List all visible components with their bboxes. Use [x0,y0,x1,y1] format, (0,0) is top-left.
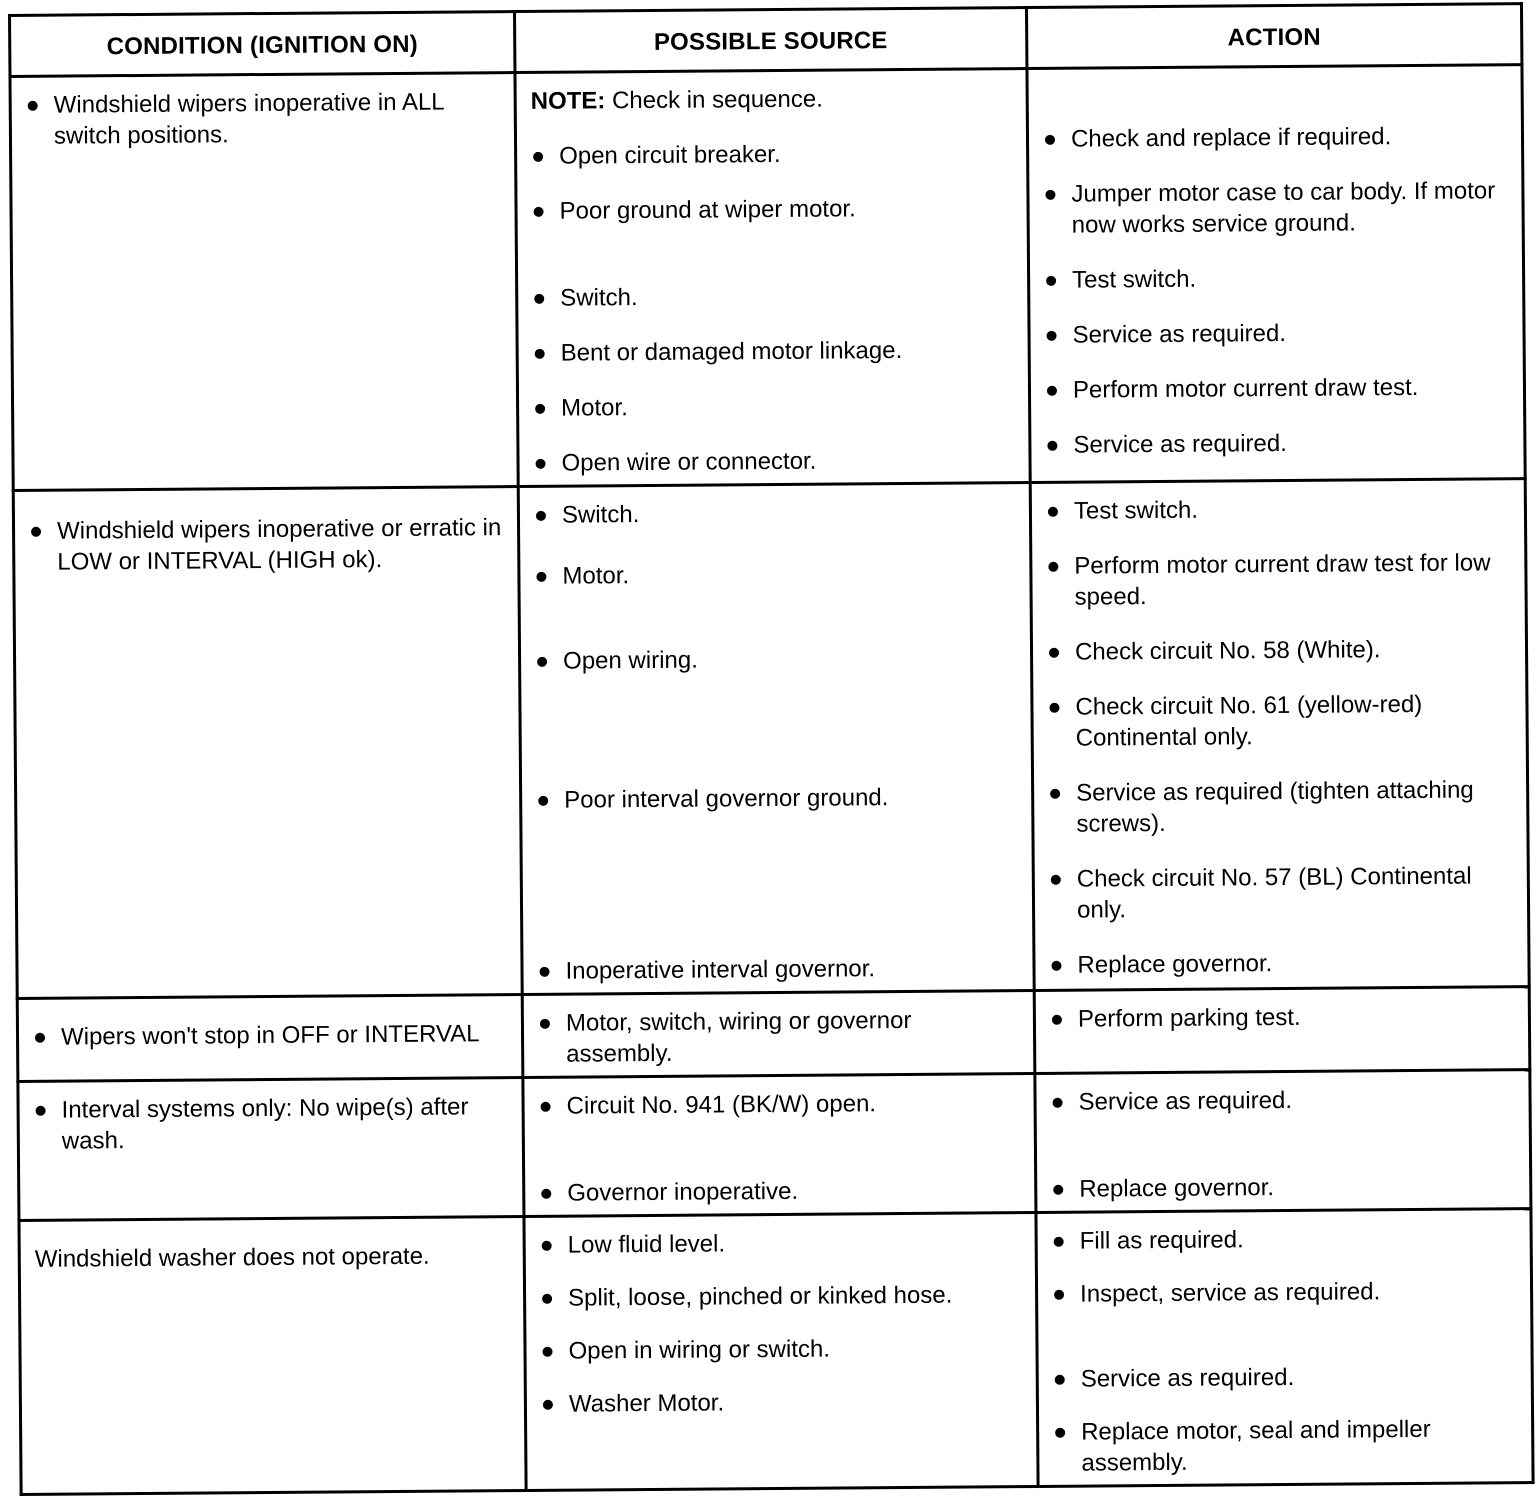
condition-text: Interval systems only: No wipe(s) after wash. [61,1093,469,1155]
list-item [531,192,1016,227]
action-text: Service as required (tighten attaching screws). [1076,776,1474,838]
condition-cell [13,487,522,999]
table-row [13,479,1529,999]
list-item [1044,261,1512,296]
bullet-icon [536,459,546,469]
action-cell [1034,987,1530,1074]
bullet-icon [1047,331,1057,341]
bullet-icon [540,967,550,977]
condition-text: Wipers won't stop in OFF or INTERVAL [60,1020,480,1051]
action-cell [1030,479,1529,991]
bullet-icon [1054,1237,1064,1247]
bullet-icon [1052,1015,1062,1025]
list-item [538,1004,1023,1070]
action-text: Test switch. [1072,265,1197,294]
action-text: Service as required. [1080,1363,1295,1393]
bullet-icon [1047,441,1057,451]
list-item [1053,1360,1521,1395]
source-text: Open circuit breaker. [559,140,781,170]
condition-text: Windshield washer does not operate. [34,1242,430,1273]
list-item [1044,316,1512,351]
source-text: Inoperative interval governor. [565,955,876,985]
list-item [536,781,1021,816]
list-item [539,1174,1024,1209]
list-item [533,334,1018,369]
source-cell [518,482,1034,994]
source-text: Low fluid level. [567,1230,726,1259]
condition-cell [10,73,518,491]
action-text: Service as required. [1072,319,1287,349]
note-text: Check in sequence. [611,85,823,115]
list-item [533,389,1018,424]
bullet-icon [534,294,544,304]
action-text: Jumper motor case to car body. If motor now works service ground. [1071,177,1496,239]
action-text: Fill as required. [1079,1226,1244,1255]
source-text: Motor, switch, wiring or governor assembly. [565,1006,912,1068]
list-item [1043,120,1511,155]
list-item [534,496,1019,531]
list-item [1051,1170,1519,1205]
note [531,82,1016,117]
action-text: Perform parking test. [1077,1003,1301,1033]
list-item [532,279,1017,314]
list-item [1049,946,1517,981]
bullet-icon [541,1189,551,1199]
condition-text: Windshield wipers inoperative or erratic in LOW or INTERVAL (HIGH ok). [56,514,502,576]
source-text: Motor. [562,562,630,590]
table-row [18,1070,1531,1221]
bullet-icon [542,1347,552,1357]
condition-cell [17,994,523,1081]
bullet-icon [542,1241,552,1251]
bullet-icon [1046,276,1056,286]
action-text: Replace motor, seal and impeller assembly. [1081,1415,1431,1477]
action-cell [1035,1070,1531,1213]
list-item [26,86,504,152]
source-text: Switch. [561,501,640,529]
list-item [1046,492,1514,527]
source-text: Open wire or connector. [561,447,817,477]
list-item [1045,371,1513,406]
diagnosis-chart [8,2,1533,1484]
bullet-icon [1055,1375,1065,1385]
list-item [540,1332,1025,1367]
source-text: Open wiring. [562,646,698,675]
source-text: Governor inoperative. [567,1177,799,1207]
bullet-icon [1045,190,1055,200]
list-item [1049,860,1517,926]
source-text: Circuit No. 941 (BK/W) open. [566,1090,877,1120]
bullet-icon [36,1106,46,1116]
condition-cell [19,1216,526,1494]
list-item [1047,688,1515,754]
bullet-icon [535,404,545,414]
header-possible-source: POSSIBLE SOURCE [514,8,1026,73]
list-item [1047,633,1515,668]
bullet-icon [536,511,546,521]
bullet-icon [1055,1428,1065,1438]
list-item [538,1087,1023,1122]
bullet-icon [543,1400,553,1410]
list-item [1052,1222,1520,1257]
source-text: Open in wiring or switch. [568,1335,831,1365]
list-item [1043,175,1511,241]
table-row [19,1209,1533,1495]
bullet-icon [541,1102,551,1112]
bullet-icon [1049,648,1059,658]
bullet-icon [1053,1185,1063,1195]
list-item [1050,1083,1518,1118]
bullet-icon [1053,1098,1063,1108]
action-text: Perform motor current draw test. [1072,373,1419,404]
action-text: Inspect, service as required. [1079,1278,1381,1308]
table-row [17,987,1530,1082]
diagnosis-table [8,2,1535,1496]
list-item [535,642,1020,677]
bullet-icon [1048,507,1058,517]
action-text: Perform motor current draw test for low speed. [1074,549,1491,611]
bullet-icon [535,349,545,359]
bullet-icon [1051,875,1061,885]
bullet-icon [536,572,546,582]
bullet-icon [1050,789,1060,799]
bullet-icon [537,657,547,667]
list-item [541,1385,1026,1420]
source-cell [515,68,1030,486]
condition-cell [18,1077,524,1220]
list-item [533,444,1018,479]
source-cell [523,1073,1036,1216]
source-text: Switch. [560,284,638,312]
source-cell [524,1212,1038,1490]
list-item [1052,1275,1520,1310]
bullet-icon [533,152,543,162]
list-item [534,557,1019,592]
bullet-icon [35,1033,45,1043]
bullet-icon [1047,386,1057,396]
header-action: ACTION [1026,4,1521,69]
list-item [537,952,1022,987]
source-text: Poor ground at wiper motor. [559,195,856,225]
note-label: NOTE: [530,87,606,115]
bullet-icon [542,1294,552,1304]
list-item [33,1091,511,1157]
condition-text: Windshield wipers inoperative in ALL switch positions. [53,88,444,150]
list-item [33,1018,511,1053]
source-text: Washer Motor. [568,1389,725,1418]
bullet-icon [1049,703,1059,713]
list-item [540,1279,1025,1314]
action-text: Check circuit No. 61 (yellow-red) Continental only. [1075,690,1423,752]
action-text: Replace governor. [1079,1174,1275,1203]
list-item [531,137,1016,172]
list-item [1046,547,1514,613]
list-item [1053,1413,1521,1479]
header-condition: CONDITION (IGNITION ON) [10,12,515,77]
action-cell [1027,65,1525,483]
source-text: Bent or damaged motor linkage. [560,336,903,367]
bullet-icon [28,101,38,111]
source-text: Poor interval governor ground. [564,784,889,814]
list-item [1048,774,1516,840]
table-row [10,65,1525,491]
list-item [29,512,507,578]
bullet-icon [1051,961,1061,971]
action-text: Service as required. [1078,1086,1293,1116]
bullet-icon [1048,562,1058,572]
source-cell [522,990,1035,1077]
action-text: Replace governor. [1077,950,1273,979]
action-text: Check circuit No. 57 (BL) Continental only. [1076,862,1472,924]
source-text: Motor. [561,394,628,422]
bullet-icon [1045,135,1055,145]
list-item [1045,426,1513,461]
action-text: Check and replace if required. [1070,123,1392,153]
bullet-icon [540,1019,550,1029]
source-text: Split, loose, pinched or kinked hose. [567,1281,953,1312]
bullet-icon [534,207,544,217]
action-text: Service as required. [1073,429,1287,459]
bullet-icon [1054,1290,1064,1300]
action-cell [1036,1209,1533,1487]
bullet-icon [538,796,548,806]
list-item [540,1226,1025,1261]
bullet-icon [31,527,41,537]
list-item [1050,1000,1518,1035]
action-text: Check circuit No. 58 (White). [1074,636,1381,666]
action-text: Test switch. [1073,496,1199,525]
